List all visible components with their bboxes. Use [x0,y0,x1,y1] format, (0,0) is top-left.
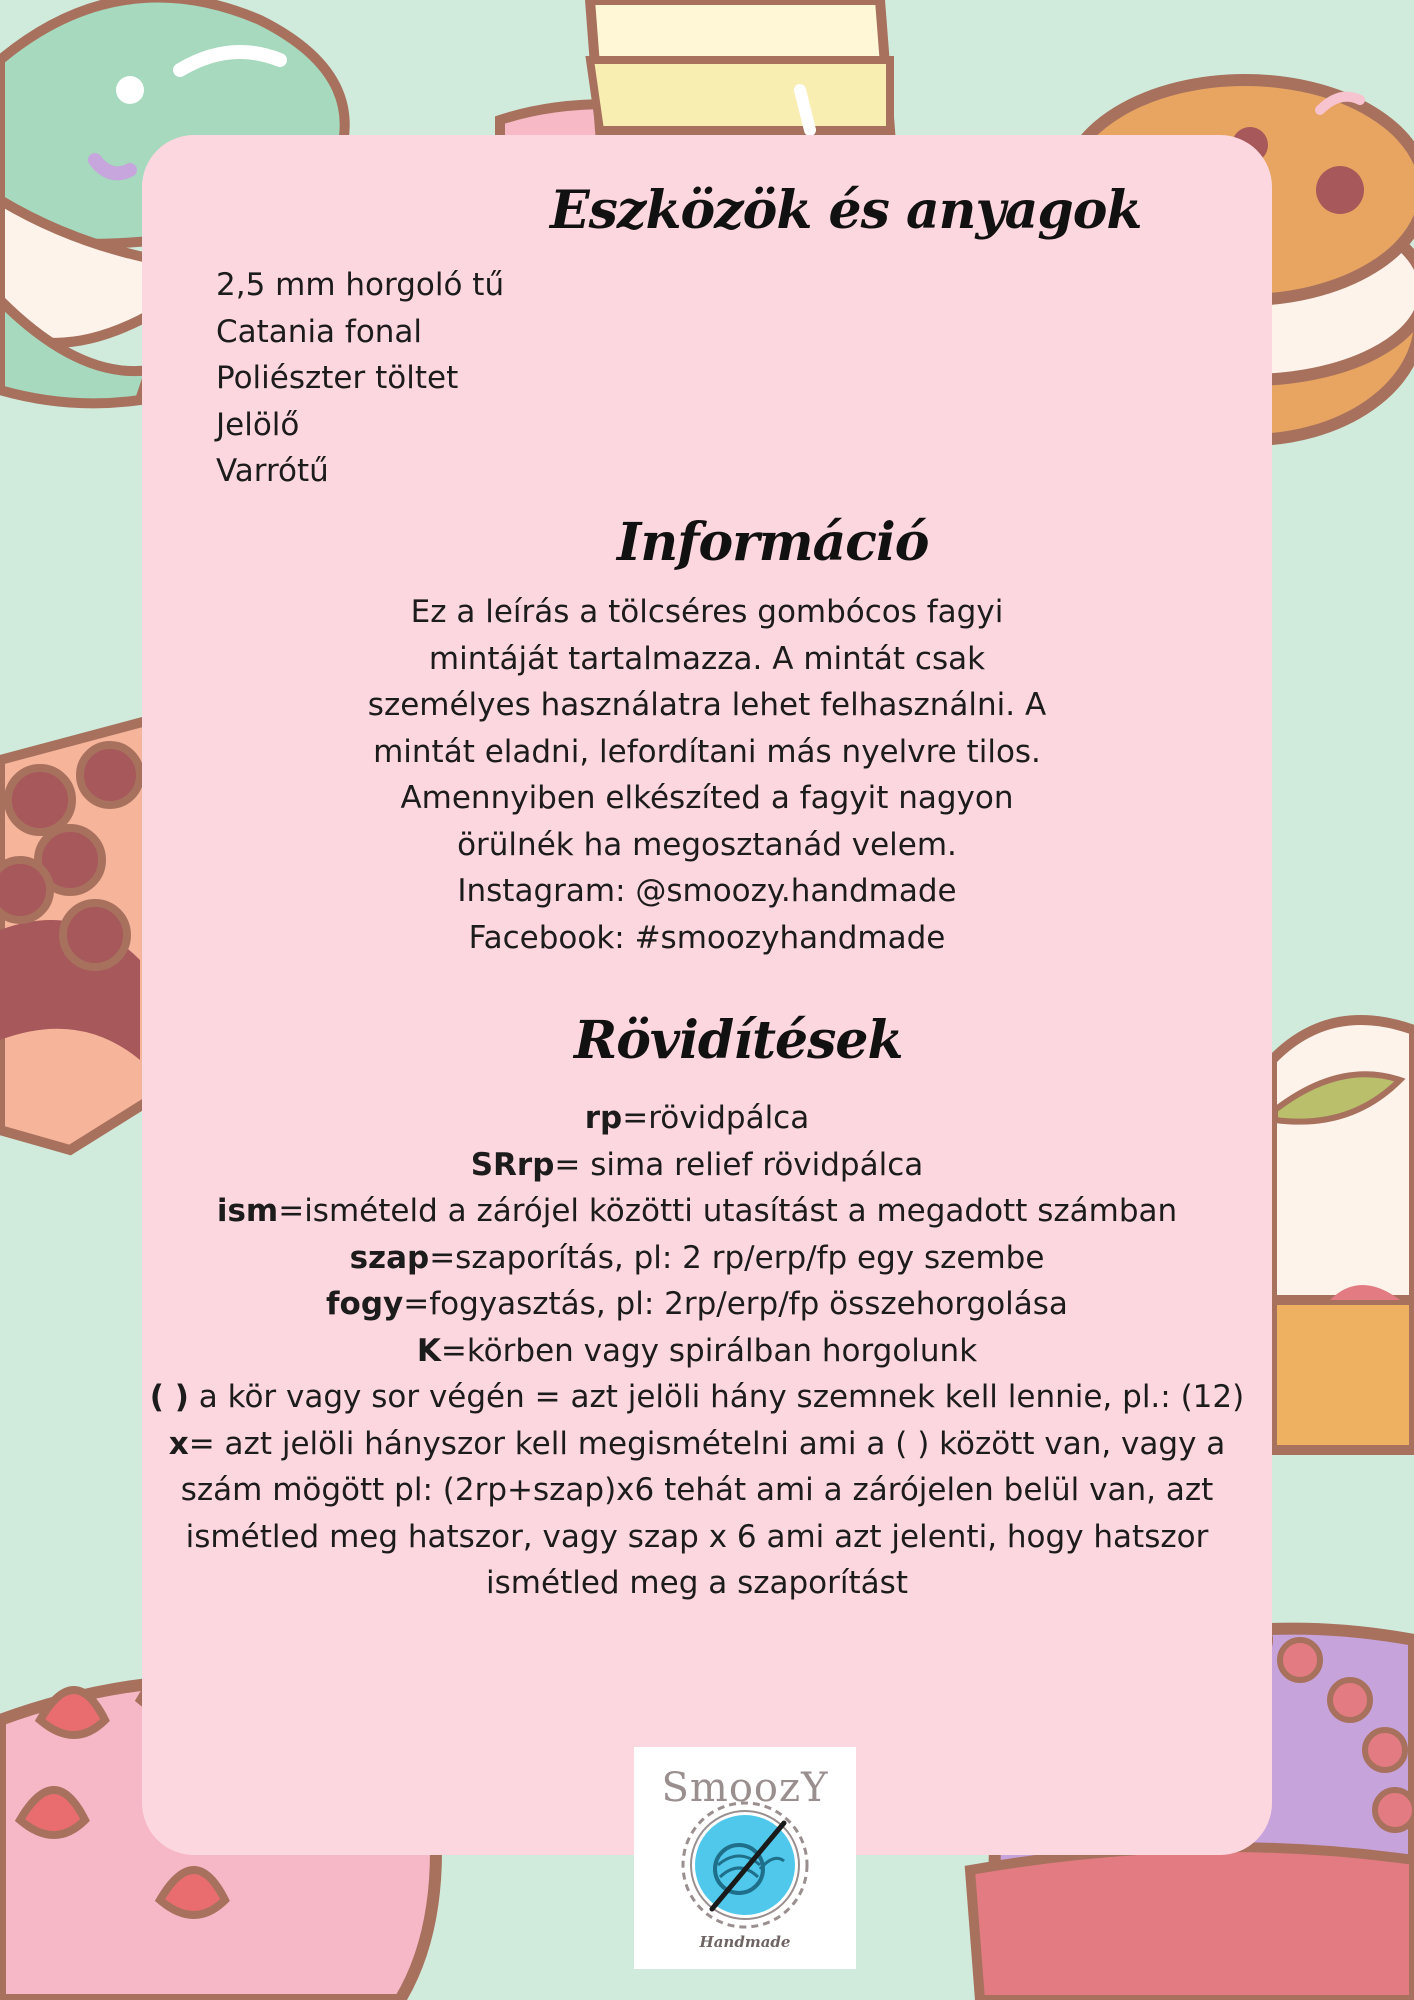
info-line: mintát eladni, lefordítani más nyelvre tilos. [373,733,1041,770]
abbreviation-definition: a kör vagy sor végén = azt jelöli hány szemnek kell lennie, pl.: (12) [188,1379,1245,1415]
abbreviation-term: x [168,1425,189,1462]
abbreviation-item [142,1095,1252,1142]
info-line: mintáját tartalmazza. A mintát csak [428,640,986,677]
abbreviation-term: szap [349,1239,430,1276]
abbreviation-item [142,1328,1252,1375]
tools-list [216,262,504,495]
cream-tart-illustration [1272,1020,1414,1450]
abbreviation-definition: =fogyasztás, pl: 2rp/erp/fp összehorgolása [403,1286,1068,1322]
abbreviation-term: SRrp [470,1146,555,1183]
info-paragraph [300,589,1114,961]
logo-subtitle: Handmade [699,1933,791,1951]
logo-wordmark: SmoozY [661,1765,829,1811]
brand-logo [634,1747,856,1969]
tools-list-item: Poliészter töltet [216,360,459,396]
abbreviation-term: ( ) [149,1379,189,1415]
abbreviation-item [142,1188,1252,1235]
abbreviation-term: fogy [326,1286,404,1322]
tools-list-item: Jelölő [216,406,300,443]
info-line: személyes használatra lehet felhasználni. A [367,687,1047,723]
abbreviation-item [142,1235,1252,1282]
info-line: Amennyiben elkészíted a fagyit nagyon [400,780,1014,816]
tools-list-item: 2,5 mm horgoló tű [216,267,505,303]
instagram-handle: Instagram: @smoozy.handmade [457,873,957,909]
abbreviation-item [142,1374,1252,1421]
abbreviation-definition: =ismételd a zárójel közötti utasítást a megadott számban [278,1193,1178,1229]
abbreviation-definition: =szaporítás, pl: 2 rp/erp/fp egy szembe [429,1239,1045,1276]
abbreviation-definition: =rövidpálca [622,1100,810,1136]
abbreviations-list [142,1095,1252,1607]
abbreviation-item [142,1142,1252,1189]
abbreviation-definition: = azt jelöli hányszor kell megismételni ami a ( ) között van, vagy a szám mögött pl: (2rp+szap)x6 tehát ami a zárójelen belül van, azt ismétled meg hatszor, vagy szap x 6 ami azt jelenti, hogy hatszor ismétled meg a szaporítást [180,1425,1226,1601]
abbreviation-term: ism [216,1193,279,1229]
info-heading: Információ [617,512,929,573]
abbreviation-item [142,1281,1252,1328]
abbreviation-term: K [416,1332,441,1369]
abbreviation-term: rp [584,1100,623,1136]
tools-list-item: Varrótű [216,453,329,489]
abbreviation-definition: =körben vagy spirálban horgolunk [440,1332,978,1369]
tools-heading: Eszközök és anyagok [550,180,1142,241]
info-line: örülnék ha megosztanád velem. [457,826,957,863]
info-line: Ez a leírás a tölcséres gombócos fagyi [410,594,1004,630]
layered-cake-slice-illustration [0,720,150,1150]
abbreviation-item [142,1421,1252,1607]
tools-list-item: Catania fonal [216,313,423,350]
abbreviations-heading: Rövidítések [574,1010,903,1071]
abbreviation-definition: = sima relief rövidpálca [554,1146,924,1183]
facebook-handle: Facebook: #smoozyhandmade [468,919,946,956]
cheesecake-slice-illustration [500,0,890,140]
